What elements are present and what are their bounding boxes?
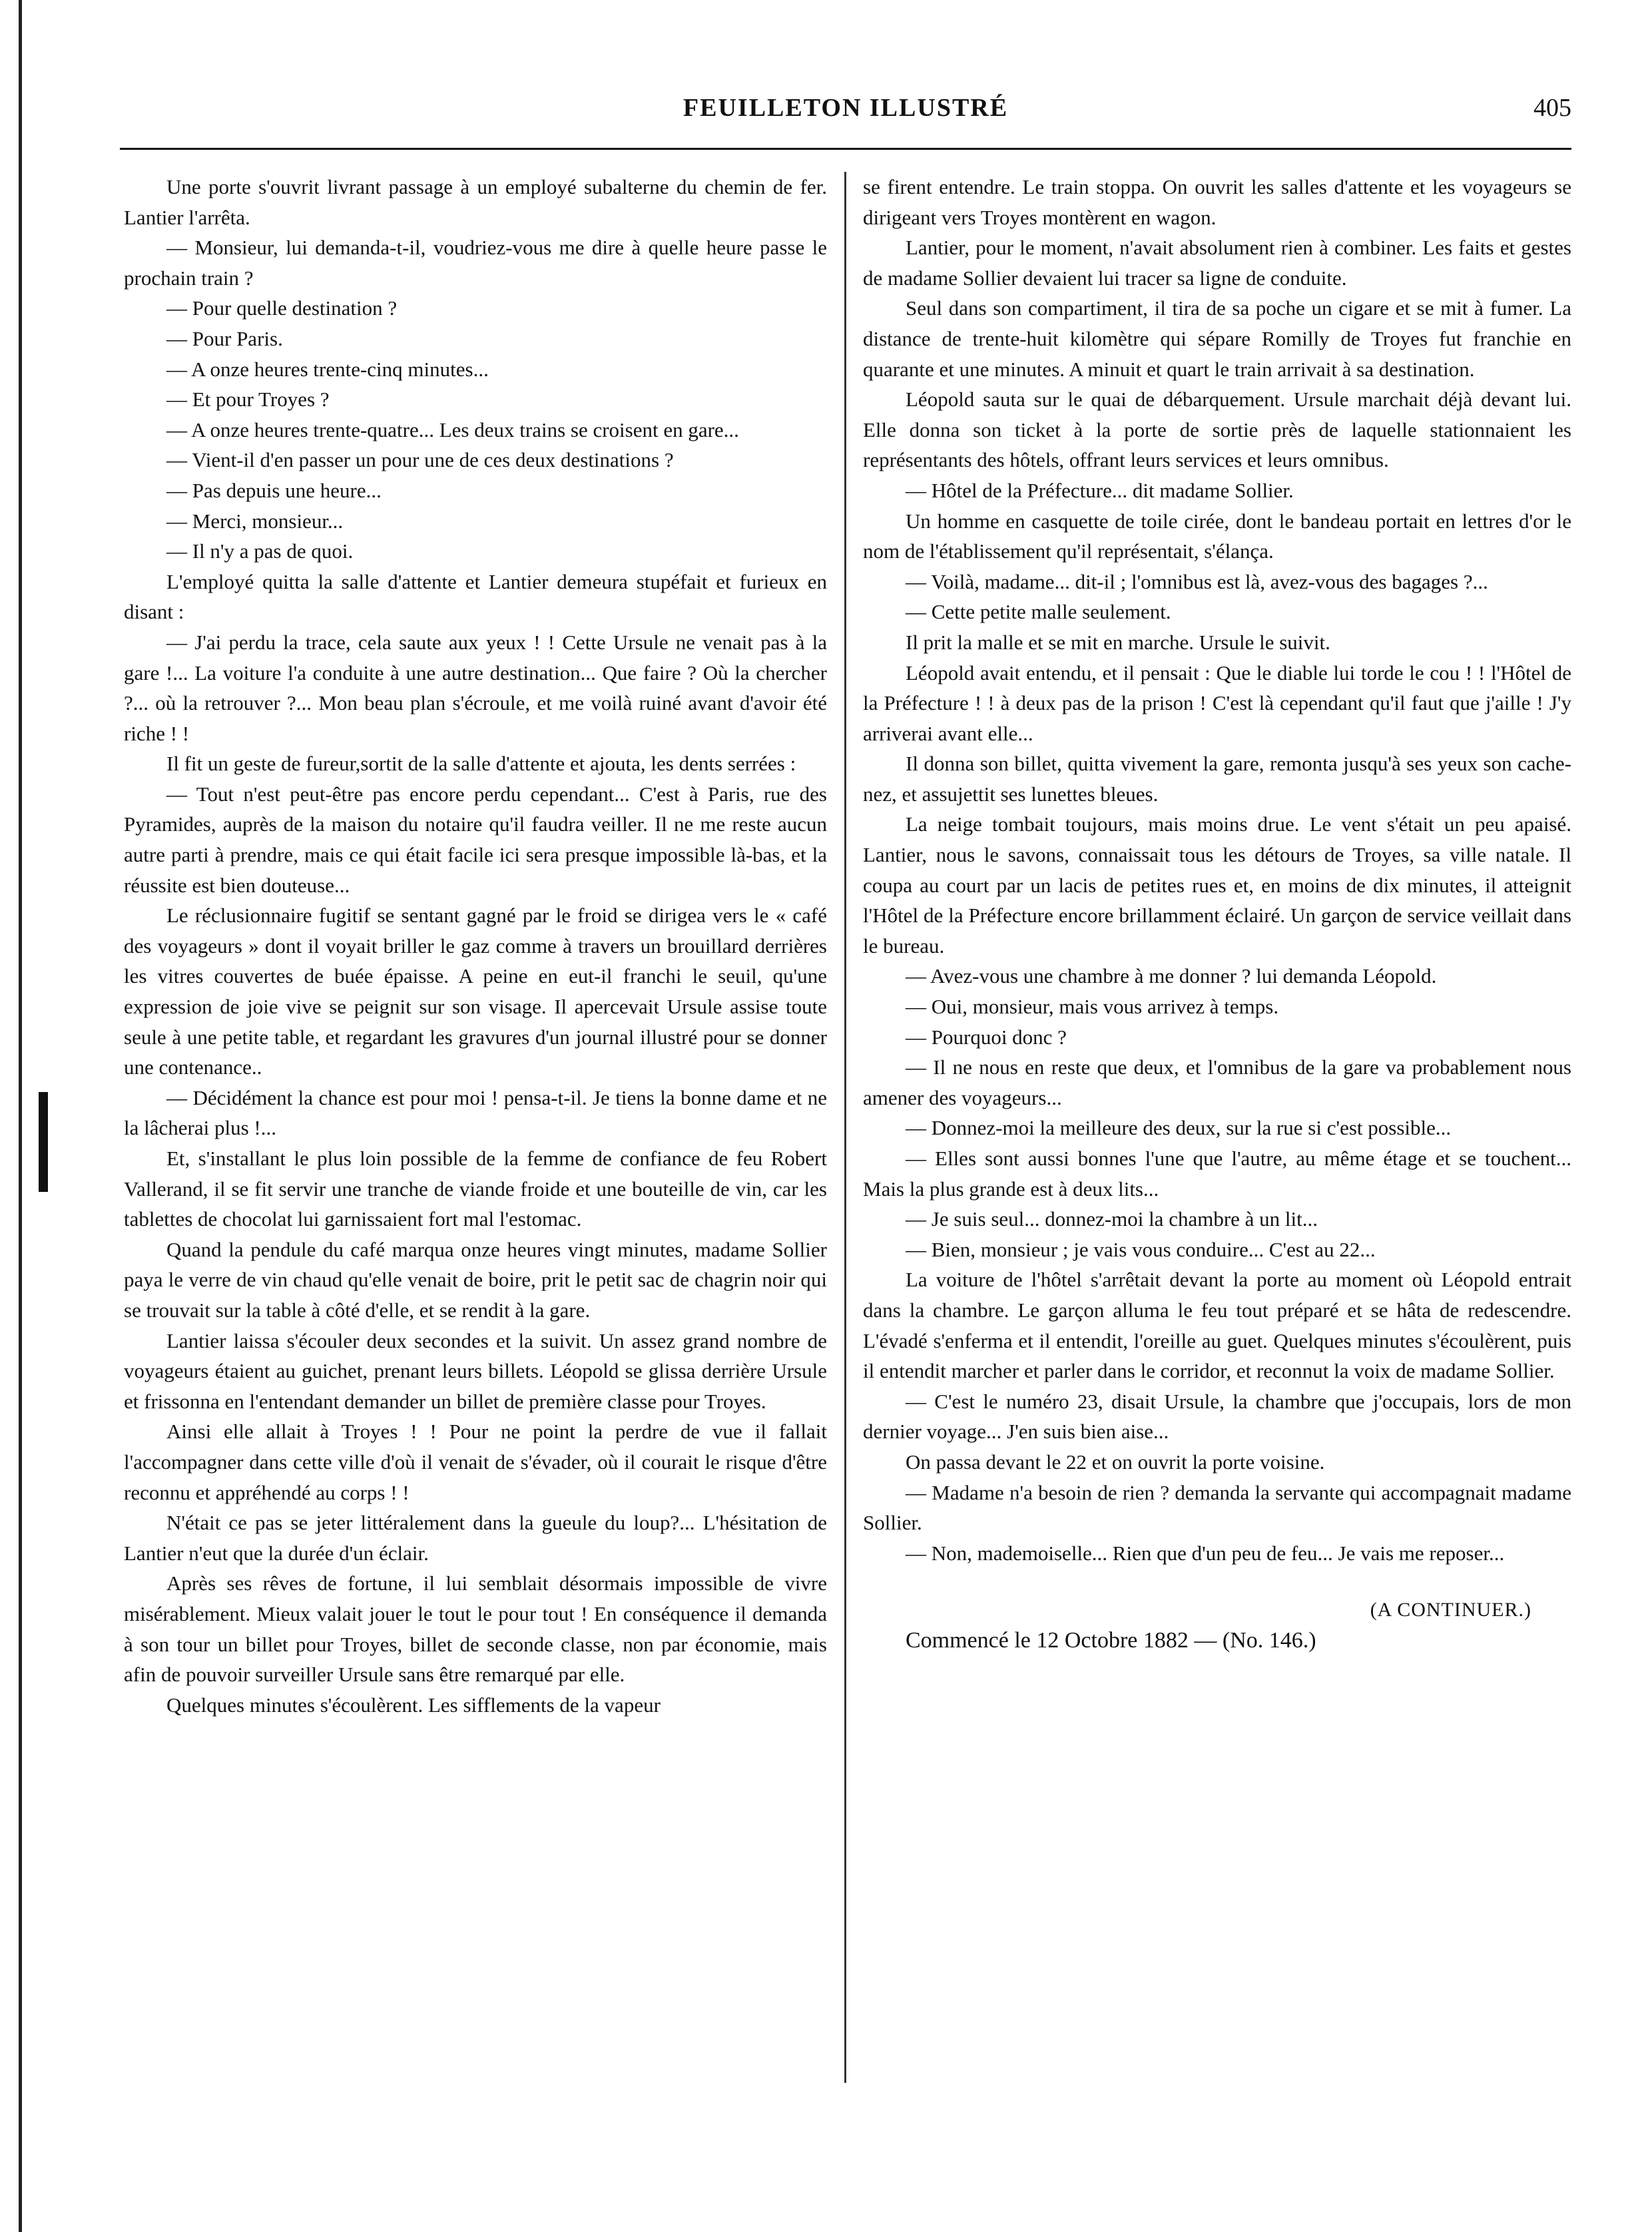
paragraph: — Monsieur, lui demanda-t-il, voudriez-vous me dire à quelle heure passe le prochain train ? (124, 236, 827, 290)
paragraph: On passa devant le 22 et on ouvrit la porte voisine. (906, 1450, 1325, 1474)
paragraph: — Je suis seul... donnez-moi la chambre à un lit... (906, 1207, 1318, 1231)
paragraph: — Vient-il d'en passer un pour une de ces deux destinations ? (166, 448, 674, 472)
paragraph: — Voilà, madame... dit-il ; l'omnibus est là, avez-vous des bagages ?... (906, 569, 1488, 593)
paragraph: — Madame n'a besoin de rien ? demanda la servante qui accompagnait madame Sollier. (863, 1480, 1571, 1535)
paragraph: se firent entendre. Le train stoppa. On ouvrit les salles d'attente et les voyageurs se dirigeant vers Troyes montèrent en wagon. (863, 175, 1571, 229)
paragraph: N'était ce pas se jeter littéralement dans la gueule du loup?... L'hésitation de Lantier n'eut que la durée d'un éclair. (124, 1511, 827, 1565)
paragraph: Léopold avait entendu, et il pensait : Que le diable lui torde le cou ! ! l'Hôtel de la Préfecture ! ! à deux pas de la prison ! C'est là cependant qu'il faut que j'aille ! J'y arriverai avant elle... (863, 661, 1571, 745)
to-be-continued: (A CONTINUER.) (1370, 1599, 1531, 1621)
page-number: 405 (1533, 94, 1571, 122)
paragraph: — Il ne nous en reste que deux, et l'omnibus de la gare va probablement nous amener des voyageurs... (863, 1055, 1571, 1109)
paragraph: — A onze heures trente-cinq minutes... (166, 357, 489, 381)
paragraph: — Pour Paris. (166, 326, 283, 350)
paragraph: — A onze heures trente-quatre... Les deux trains se croisent en gare... (166, 418, 739, 441)
paragraph: La voiture de l'hôtel s'arrêtait devant la porte au moment où Léopold entrait dans la chambre. Le garçon alluma le feu tout préparé et se hâta de redescendre. L'évadé s'enferma et il entendit, l'oreille au guet. Quelques minutes s'écoulèrent, puis il entendit marcher et parler dans le corridor, et reconnut la voix de madame Sollier. (863, 1268, 1571, 1383)
paragraph: — Cette petite malle seulement. (906, 600, 1171, 624)
paragraph: Lantier laissa s'écouler deux secondes et la suivit. Un assez grand nombre de voyageurs étaient au guichet, prenant leurs billets. Léopold se glissa derrière Ursule et frissonna en l'entendant demander un billet de première classe pour Troyes. (124, 1328, 827, 1413)
paragraph: — Décidément la chance est pour moi ! pensa-t-il. Je tiens la bonne dame et ne la lâcherai plus !... (124, 1085, 827, 1140)
right-column-paragraphs (863, 172, 1571, 1568)
paragraph: — Tout n'est peut-être pas encore perdu cependant... C'est à Paris, rue des Pyramides, auprès de la maison du notaire qu'il faudra veiller. Il ne me reste aucun autre parti à prendre, mais ce qui était facile ici sera presque impossible là-bas, et la réussite est bien douteuse... (124, 782, 827, 897)
running-title: FEUILLETON ILLUSTRÉ (683, 94, 1009, 122)
started-note: Commencé le 12 Octobre 1882 — (No. 146.) (906, 1627, 1316, 1653)
paragraph: L'employé quitta la salle d'attente et Lantier demeura stupéfait et furieux en disant : (124, 569, 827, 624)
paragraph: Seul dans son compartiment, il tira de sa poche un cigare et se mit à fumer. La distance de trente-huit kilomètre qui sépare Romilly de Troyes fut franchie en quarante et une minutes. A minuit et quart le train arrivait à sa destination. (863, 296, 1571, 381)
binding-mark (39, 1092, 48, 1192)
header-rule (120, 148, 1571, 150)
paragraph: Quelques minutes s'écoulèrent. Les sifflements de la vapeur (166, 1693, 661, 1717)
paragraph: Le réclusionnaire fugitif se sentant gagné par le froid se dirigea vers le « café des voyageurs » dont il voyait briller le gaz comme à travers un brouillard derrières les vitres couvertes de buée épaisse. A peine en eut-il franchi le seuil, qu'une expression de joie vive se peignit sur son visage. Il apercevait Ursule assise toute seule à une petite table, et regardant les gravures d'un journal illustré pour se donner une contenance.. (124, 904, 827, 1079)
paragraph: Un homme en casquette de toile cirée, dont le bandeau portait en lettres d'or le nom de l'établissement qu'il représentait, s'élança. (863, 509, 1571, 563)
paragraph: — Pourquoi donc ? (906, 1025, 1067, 1049)
left-column (124, 172, 827, 1720)
paragraph: — Bien, monsieur ; je vais vous conduire... C'est au 22... (906, 1237, 1376, 1261)
page-header (120, 93, 1571, 133)
paragraph: — C'est le numéro 23, disait Ursule, la chambre que j'occupais, lors de mon dernier voyage... J'en suis bien aise... (863, 1389, 1571, 1444)
paragraph: Et, s'installant le plus loin possible de la femme de confiance de feu Robert Vallerand, il se fit servir une tranche de viande froide et une bouteille de vin, car les tablettes de chocolat lui garnissaient fort mal l'estomac. (124, 1147, 827, 1231)
paragraph: — Il n'y a pas de quoi. (166, 539, 354, 563)
paragraph: — Pas depuis une heure... (166, 478, 382, 502)
paragraph: — Et pour Troyes ? (166, 388, 330, 412)
paragraph: Une porte s'ouvrit livrant passage à un employé subalterne du chemin de fer. Lantier l'arrêta. (124, 175, 827, 229)
paragraph: Quand la pendule du café marqua onze heures vingt minutes, madame Sollier paya le verre de vin chaud qu'elle venait de boire, prit le petit sac de chagrin noir qui se trouvait sur la table à côté d'elle, et se rendit à la gare. (124, 1237, 827, 1322)
binding-edge (19, 0, 22, 2232)
paragraph: Après ses rêves de fortune, il lui semblait désormais impossible de vivre misérablement. Mieux valait jouer le tout le pour tout ! En conséquence il demanda à son tour un billet pour Troyes, billet de seconde classe, non par économie, mais afin de pouvoir surveiller Ursule sans être remarqué par elle. (124, 1571, 827, 1687)
paragraph: — Merci, monsieur... (166, 509, 344, 533)
paragraph: — Oui, monsieur, mais vous arrivez à temps. (906, 995, 1279, 1019)
paragraph: — Donnez-moi la meilleure des deux, sur la rue si c'est possible... (906, 1116, 1452, 1140)
paragraph: — Non, mademoiselle... Rien que d'un peu de feu... Je vais me reposer... (906, 1541, 1505, 1565)
paragraph: — Pour quelle destination ? (166, 296, 398, 320)
paragraph: Lantier, pour le moment, n'avait absolument rien à combiner. Les faits et gestes de madame Sollier devaient lui tracer sa ligne de conduite. (863, 236, 1571, 290)
paragraph: Il fit un geste de fureur,sortit de la salle d'attente et ajouta, les dents serrées : (166, 752, 796, 776)
paragraph: — Elles sont aussi bonnes l'une que l'autre, au même étage et se touchent... Mais la plus grande est à deux lits... (863, 1147, 1571, 1201)
column-divider (844, 172, 846, 2083)
paragraph: — Hôtel de la Préfecture... dit madame Sollier. (906, 478, 1294, 502)
paragraph: Ainsi elle allait à Troyes ! ! Pour ne point la perdre de vue il fallait l'accompagner dans cette ville d'où il venait de s'évader, où il courait le risque d'être reconnu et appréhendé au corps ! ! (124, 1420, 827, 1504)
paragraph: Il donna son billet, quitta vivement la gare, remonta jusqu'à ses yeux son cache-nez, et assujettit ses lunettes bleues. (863, 752, 1571, 806)
paragraph: Léopold sauta sur le quai de débarquement. Ursule marchait déjà devant lui. Elle donna son ticket à la porte de sortie près de laquelle stationnaient les représentants des hôtels, offrant leurs services et leurs omnibus. (863, 388, 1571, 472)
paragraph: — J'ai perdu la trace, cela saute aux yeux ! ! Cette Ursule ne venait pas à la gare !... La voiture l'a conduite à une autre destination... Que faire ? Où la chercher ?... où la retrouver ?... Mon beau plan s'écroule, et me voilà ruiné avant d'avoir été riche ! ! (124, 630, 827, 745)
paragraph: Il prit la malle et se mit en marche. Ursule le suivit. (906, 630, 1330, 654)
paragraph: La neige tombait toujours, mais moins drue. Le vent s'était un peu apaisé. Lantier, nous le savons, connaissait tous les détours de Troyes, sa ville natale. Il coupa au court par un lacis de petites rues et, en moins de dix minutes, il atteignit l'Hôtel de la Préfecture encore brillamment éclairé. Un garçon de service veillait dans le bureau. (863, 812, 1571, 958)
paragraph: — Avez-vous une chambre à me donner ? lui demanda Léopold. (906, 964, 1437, 988)
right-column (863, 172, 1571, 1656)
